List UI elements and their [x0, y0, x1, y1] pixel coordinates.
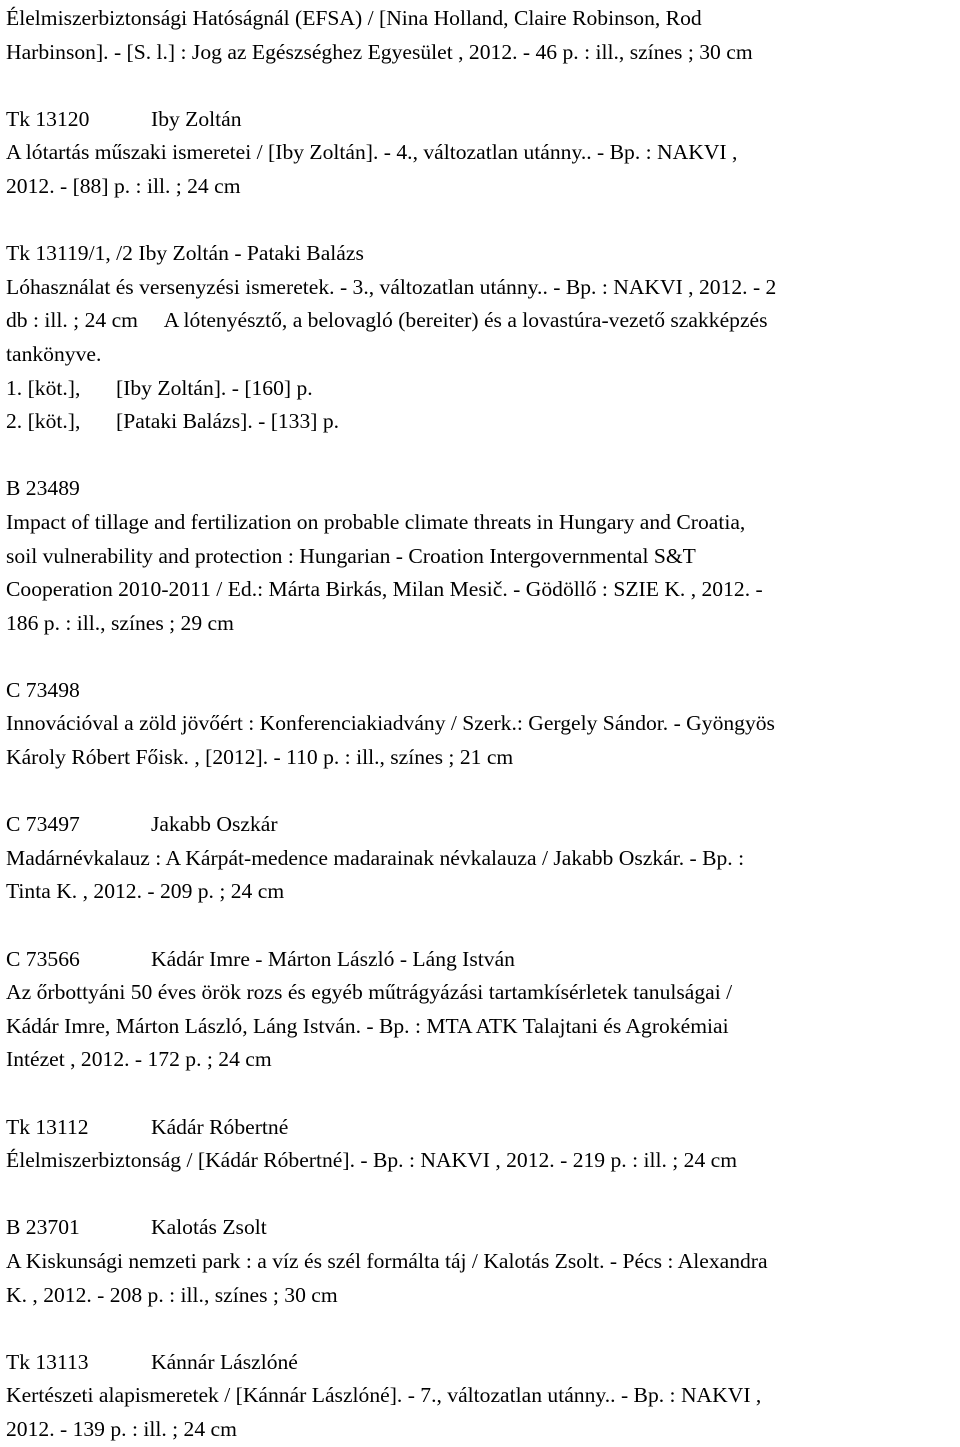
entry-line: 2012. - [88] p. : ill. ; 24 cm [6, 173, 241, 198]
entry-line: Lóhasználat és versenyzési ismeretek. - 3., változatlan utánny.. - Bp. : NAKVI , 2012. - 2 [6, 274, 777, 299]
entry-line: tankönyve. [6, 341, 102, 366]
entry-heading [6, 103, 954, 137]
entry-heading [6, 1111, 954, 1145]
entry-line: A Kiskunsági nemzeti park : a víz és szél formálta táj / Kalotás Zsolt. - Pécs : Alexandra [6, 1248, 768, 1273]
entry-author: Iby Zoltán - Pataki Balázs [138, 241, 364, 266]
entry-line: soil vulnerability and protection : Hungarian - Croation Intergovernmental S&T [6, 543, 696, 568]
volume-number: 1. [köt.], [6, 375, 81, 400]
entry-line: Harbinson]. - [S. l.] : Jog az Egészséghez Egyesület , 2012. - 46 p. : ill., színes ; 30 cm [6, 39, 753, 64]
entry-author: Jakabb Oszkár [151, 812, 278, 837]
call-number: Tk 13112 [6, 1114, 89, 1139]
entry-line: Élelmiszerbiztonsági Hatóságnál (EFSA) / [Nina Holland, Claire Robinson, Rod [6, 6, 702, 30]
catalog-entry [6, 1111, 954, 1178]
entry-heading [6, 943, 954, 977]
entry-gap [6, 69, 954, 103]
call-number: Tk 13119/1, /2 [6, 241, 133, 266]
call-number: B 23701 [6, 1215, 80, 1240]
catalog-entry [6, 237, 954, 439]
entry-line: db : ill. ; 24 cm A lótenyésztő, a belovagló (bereiter) és a lovastúra-vezető szakképzés [6, 308, 768, 333]
volume-number: 2. [köt.], [6, 409, 81, 434]
call-number: Tk 13120 [6, 106, 90, 131]
catalog-entry [6, 2, 954, 69]
volume-line [6, 372, 954, 406]
entry-author: Iby Zoltán [151, 106, 242, 131]
catalog-entry [6, 103, 954, 204]
entry-heading [6, 237, 954, 271]
entry-gap [6, 1178, 954, 1212]
entry-line: Az őrbottyáni 50 éves örök rozs és egyéb műtrágyázási tartamkísérletek tanulságai / [6, 980, 733, 1005]
catalog-entry [6, 472, 954, 640]
entry-heading [6, 674, 954, 708]
entry-heading [6, 472, 954, 506]
entry-author: Kádár Róbertné [151, 1114, 289, 1139]
volume-text: [Iby Zoltán]. - [160] p. [116, 375, 313, 400]
entry-gap [6, 640, 954, 674]
call-number: C 73566 [6, 946, 80, 971]
entry-heading [6, 1346, 954, 1380]
entry-author: Kánnár Lászlóné [151, 1349, 298, 1374]
entry-gap [6, 775, 954, 809]
entry-line: Impact of tillage and fertilization on probable climate threats in Hungary and Croatia, [6, 509, 746, 534]
call-number: C 73497 [6, 812, 80, 837]
entry-heading [6, 808, 954, 842]
entry-gap [6, 1077, 954, 1111]
entry-line: Károly Róbert Főisk. , [2012]. - 110 p. : ill., színes ; 21 cm [6, 745, 514, 770]
entry-line: Élelmiszerbiztonság / [Kádár Róbertné]. - Bp. : NAKVI , 2012. - 219 p. : ill. ; 24 cm [6, 1148, 738, 1173]
call-number: Tk 13113 [6, 1349, 89, 1374]
catalog-entry [6, 1346, 954, 1447]
entry-gap [6, 439, 954, 473]
entry-heading [6, 1211, 954, 1245]
catalog-entry [6, 808, 954, 909]
entry-line: Kertészeti alapismeretek / [Kánnár Lászlóné]. - 7., változatlan utánny.. - Bp. : NAKVI , [6, 1383, 762, 1408]
call-number: C 73498 [6, 677, 80, 702]
catalog-entry [6, 674, 954, 775]
entry-line: Tinta K. , 2012. - 209 p. ; 24 cm [6, 879, 285, 904]
volume-line [6, 405, 954, 439]
entry-author: Kalotás Zsolt [151, 1215, 267, 1240]
call-number: B 23489 [6, 476, 80, 501]
catalog-entry [6, 1211, 954, 1312]
volume-text: [Pataki Balázs]. - [133] p. [116, 409, 340, 434]
entry-gap [6, 204, 954, 238]
entry-line: 186 p. : ill., színes ; 29 cm [6, 610, 234, 635]
entry-line: Intézet , 2012. - 172 p. ; 24 cm [6, 1047, 272, 1072]
entry-line: Kádár Imre, Márton László, Láng István. - Bp. : MTA ATK Talajtani és Agrokémiai [6, 1013, 729, 1038]
entry-line: Madárnévkalauz : A Kárpát-medence madarainak névkalauza / Jakabb Oszkár. - Bp. : [6, 845, 745, 870]
entry-gap [6, 909, 954, 943]
entry-line: 2012. - 139 p. : ill. ; 24 cm [6, 1416, 237, 1441]
entry-gap [6, 1312, 954, 1346]
entry-line: Innovációval a zöld jövőért : Konferenciakiadvány / Szerk.: Gergely Sándor. - Gyöngyös [6, 711, 775, 736]
entry-author: Kádár Imre - Márton László - Láng István [151, 946, 515, 971]
entry-line: Cooperation 2010-2011 / Ed.: Márta Birkás, Milan Mesič. - Gödöllő : SZIE K. , 2012. - [6, 577, 763, 602]
entry-line: A lótartás műszaki ismeretei / [Iby Zoltán]. - 4., változatlan utánny.. - Bp. : NAKVI , [6, 140, 738, 165]
entry-line: K. , 2012. - 208 p. : ill., színes ; 30 cm [6, 1282, 338, 1307]
catalog-entry [6, 943, 954, 1077]
